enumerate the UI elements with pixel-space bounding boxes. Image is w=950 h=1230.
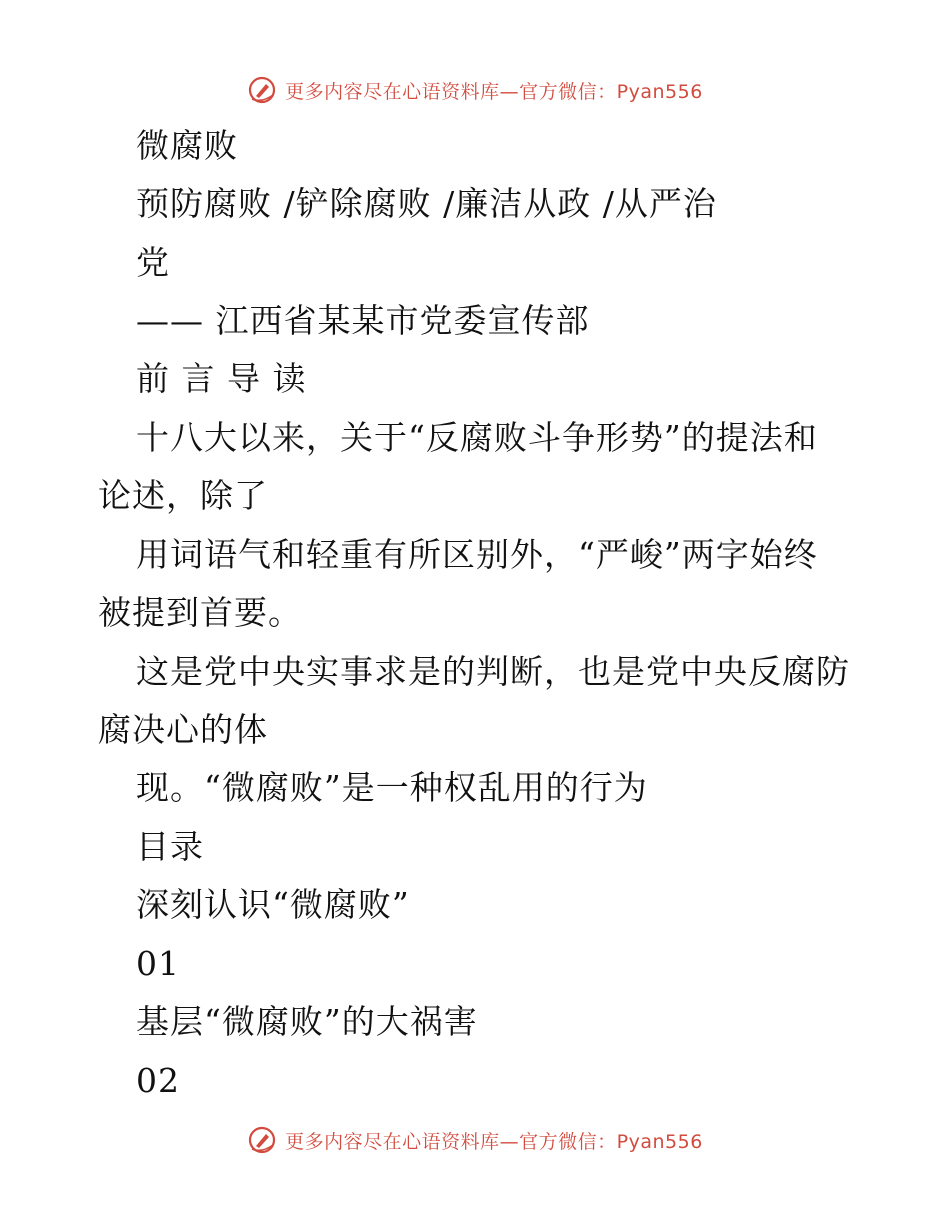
- toc-item-number: 02: [136, 1061, 180, 1100]
- toc-item-title: 深刻认识“微腐败”: [136, 885, 410, 924]
- paragraph-line: 这是党中央实事求是的判断，也是党中央反腐防: [136, 652, 850, 691]
- watermark-text: 更多内容尽在心语资料库—官方微信：Pyan556: [285, 80, 703, 103]
- paragraph-line: 现。“微腐败”是一种权乱用的行为: [136, 768, 648, 807]
- paragraph-line: 论述，除了: [98, 476, 268, 515]
- paragraph-line: 腐决心的体: [98, 710, 268, 749]
- doc-author: —— 江西省某某市党委宣传部: [136, 301, 590, 340]
- toc-heading: 目录: [136, 827, 204, 866]
- pen-nib-logo-icon: [247, 1125, 277, 1155]
- section-heading-preface: 前 言 导 读: [136, 359, 307, 398]
- doc-subtitle: 预防腐败 /铲除腐败 /廉洁从政 /从严治: [136, 184, 717, 223]
- doc-title: 微腐败: [136, 126, 238, 165]
- toc-item-title: 基层“微腐败”的大祸害: [136, 1002, 478, 1041]
- pen-nib-logo-icon: [247, 75, 277, 105]
- paragraph-line: 用词语气和轻重有所区别外，“严峻”两字始终: [136, 535, 818, 574]
- doc-subtitle-continued: 党: [136, 243, 170, 282]
- paragraph-line: 十八大以来，关于“反腐败斗争形势”的提法和: [136, 418, 818, 457]
- paragraph-line: 被提到首要。: [98, 593, 302, 632]
- toc-item-number: 01: [136, 944, 180, 983]
- watermark-text: 更多内容尽在心语资料库—官方微信：Pyan556: [285, 1130, 703, 1153]
- footer-watermark: [0, 1120, 950, 1160]
- header-watermark: [0, 70, 950, 110]
